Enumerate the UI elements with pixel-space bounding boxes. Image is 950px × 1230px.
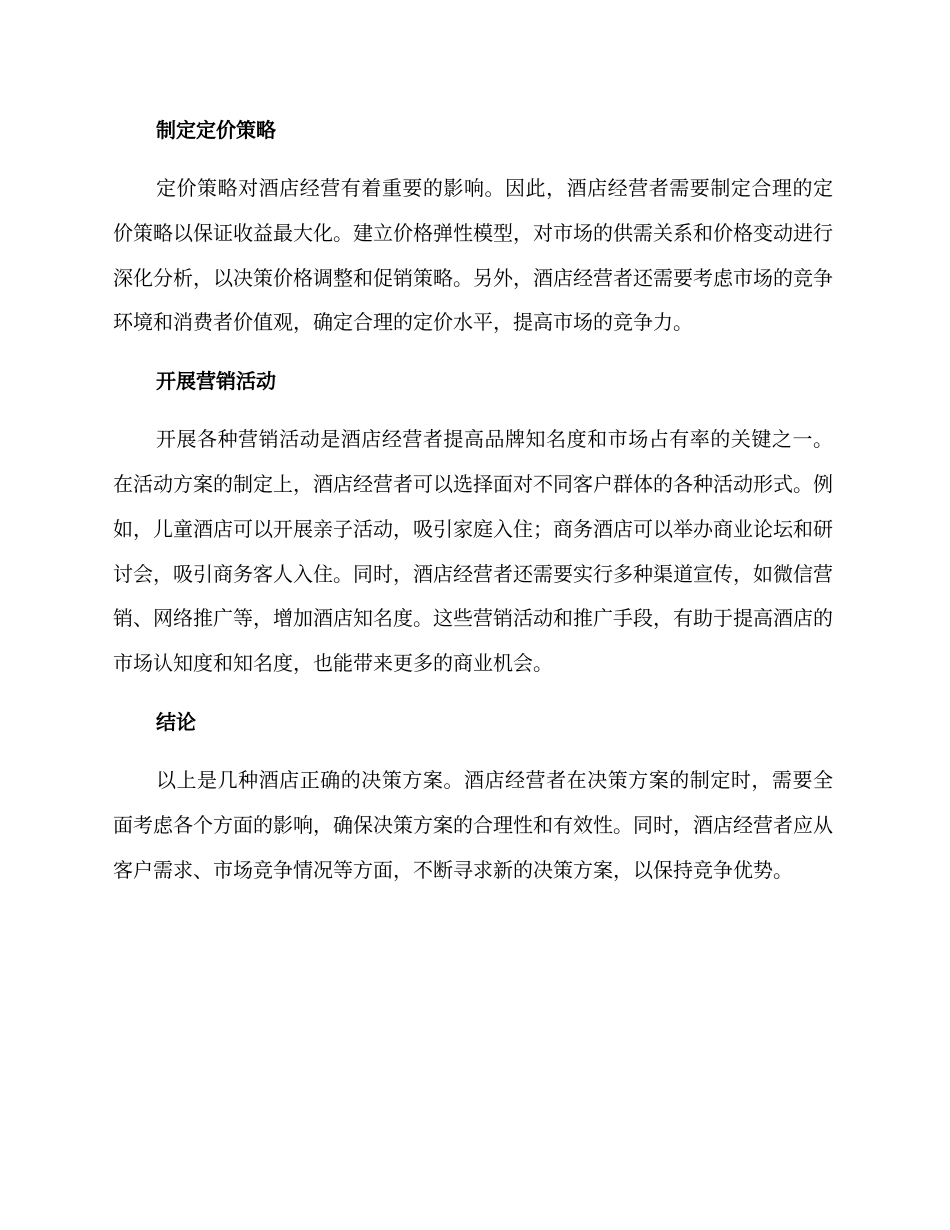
section-heading-conclusion: 结论 xyxy=(156,709,196,734)
section-heading-marketing-activities: 开展营销活动 xyxy=(156,369,276,394)
section-body-pricing-strategy: 定价策略对酒店经营有着重要的影响。因此，酒店经营者需要制定合理的定价策略以保证收益最大化。建立价格弹性模型，对市场的供需关系和价格变动进行深化分析，以决策价格调整和促销策略。另外，酒店经营者还需要考虑市场的竞争环境和消费者价值观，确定合理的定价水平，提高市场的竞争力。 xyxy=(113,176,833,335)
section-heading-pricing-strategy: 制定定价策略 xyxy=(156,118,276,142)
section-body-marketing-activities: 开展各种营销活动是酒店经营者提高品牌知名度和市场占有率的关键之一。在活动方案的制定上，酒店经营者可以选择面对不同客户群体的各种活动形式。例如，儿童酒店可以开展亲子活动，吸引家庭入住；商务酒店可以举办商业论坛和研讨会，吸引商务客人入住。同时，酒店经营者还需要实行多种渠道宣传，如微信营销、网络推广等，增加酒店知名度。这些营销活动和推广手段，有助于提高酒店的市场认知度和知名度，也能带来更多的商业机会。 xyxy=(113,427,833,676)
document-content xyxy=(113,108,833,906)
section-body-conclusion: 以上是几种酒店正确的决策方案。酒店经营者在决策方案的制定时，需要全面考虑各个方面的影响，确保决策方案的合理性和有效性。同时，酒店经营者应从客户需求、市场竞争情况等方面，不断寻求新的决策方案，以保持竞争优势。 xyxy=(113,767,833,882)
